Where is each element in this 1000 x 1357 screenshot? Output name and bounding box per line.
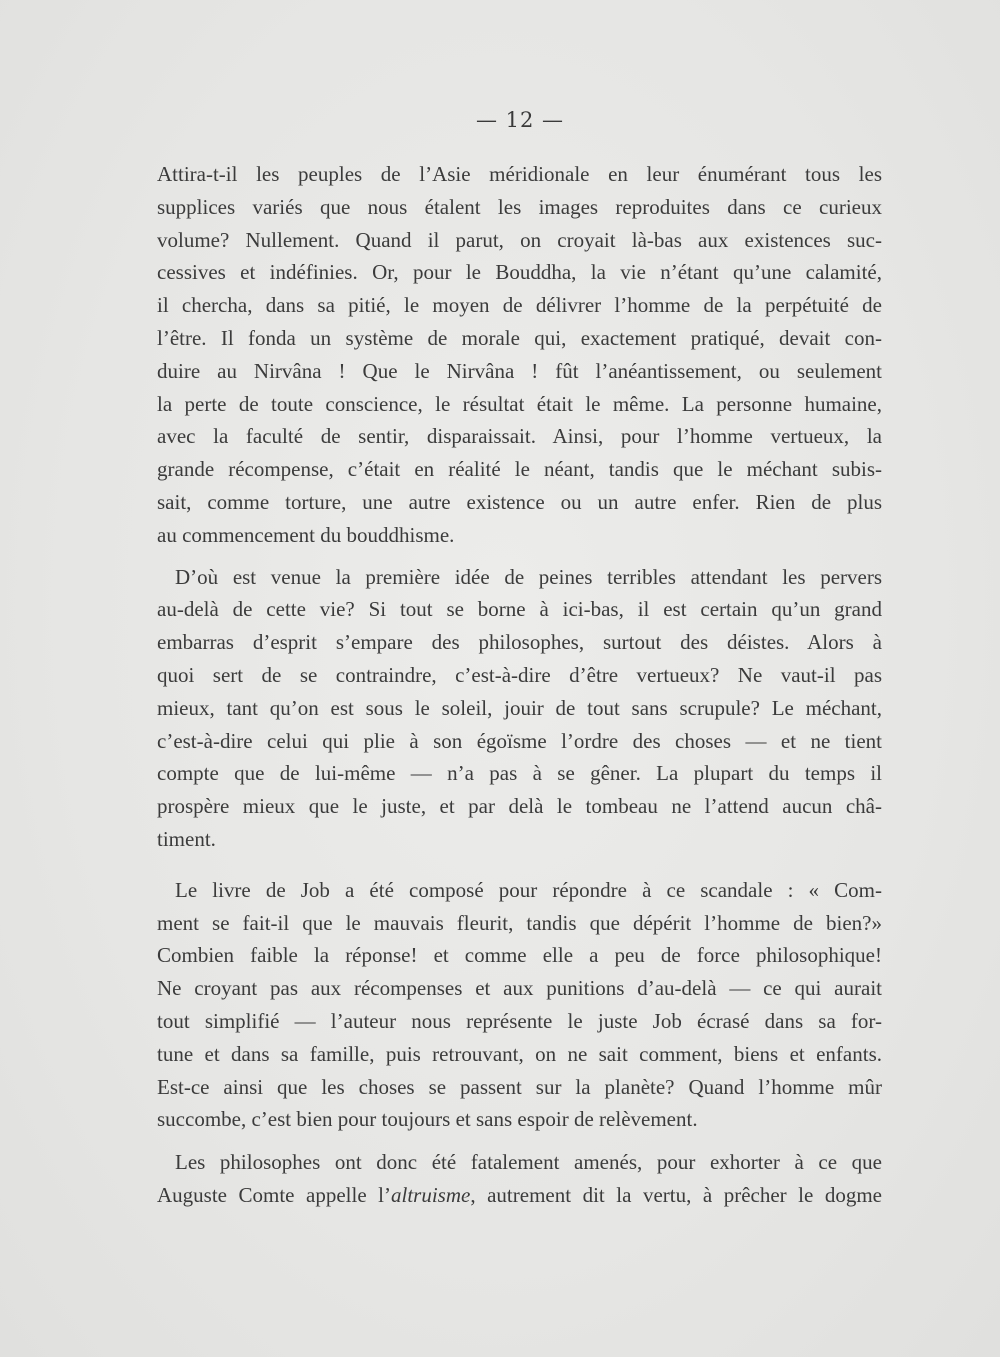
text-segment: Auguste Comte appelle l’ [157,1182,391,1207]
paragraph-peines [157,561,882,856]
text-line: Est-ce ainsi que les choses se passent sur la planète? Quand l’homme mûr [157,1074,882,1099]
text-line: prospère mieux que le juste, et par delà le tombeau ne l’attend aucun châ- [157,794,882,819]
text-line: au commencement du bouddhisme. [157,522,455,547]
text-line: c’est-à-dire celui qui plie à son égoïsme l’ordre des choses — et ne tient [157,728,882,753]
text-line: Le livre de Job a été composé pour répondre à ce scandale : « Com- [175,877,882,902]
text-line: il chercha, dans sa pitié, le moyen de délivrer l’homme de la perpétuité de [157,293,882,318]
paragraph-philosophes [157,1146,882,1212]
paragraph-job [157,874,882,1136]
page-number: — 12 — [475,108,565,132]
text-line: quoi sert de se contraindre, c’est-à-dire d’être vertueux? Ne vaut-il pas [157,662,882,687]
text-line: au-delà de cette vie? Si tout se borne à ici-bas, il est certain qu’un grand [157,597,882,622]
text-line: succombe, c’est bien pour toujours et sans espoir de relèvement. [157,1107,698,1132]
text-line: Les philosophes ont donc été fatalement amenés, pour exhorter à ce que [175,1150,882,1175]
text-line: embarras d’esprit s’empare des philosophes, surtout des déistes. Alors à [157,630,882,655]
body-text [157,158,882,1212]
text-line: Combien faible la réponse! et comme elle a peu de force philosophique! [157,943,882,968]
text-line: la perte de toute conscience, le résultat était le même. La personne humaine, [157,391,882,416]
text-line: timent. [157,826,216,851]
paragraph-bouddha [157,158,882,552]
text-line: avec la faculté de sentir, disparaissait. Ainsi, pour l’homme vertueux, la [157,424,882,449]
text-line: Ne croyant pas aux récompenses et aux punitions d’au-delà — ce qui aurait [157,976,882,1001]
text-line: duire au Nirvâna ! Que le Nirvâna ! fût l’anéantissement, ou seulement [157,358,882,383]
text-line [157,1179,882,1212]
text-line: Attira-t-il les peuples de l’Asie méridionale en leur énumérant tous les [157,162,882,186]
text-segment: , autrement dit la vertu, à prêcher le dogme [470,1182,882,1207]
text-line: supplices variés que nous étalent les images reproduites dans ce curieux [157,194,882,219]
text-line: cessives et indéfinies. Or, pour le Bouddha, la vie n’étant qu’une calamité, [157,260,882,285]
text-line: ment se fait-il que le mauvais fleurit, tandis que dépérit l’homme de bien?» [157,910,882,935]
text-line: volume? Nullement. Quand il parut, on croyait là-bas aux existences suc- [157,227,882,252]
text-line: D’où est venue la première idée de peines terribles attendant les pervers [175,564,882,589]
text-line: grande récompense, c’était en réalité le néant, tandis que le méchant subis- [157,457,882,482]
text-line: sait, comme torture, une autre existence ou un autre enfer. Rien de plus [157,489,882,514]
italic-term: altruisme [391,1182,471,1207]
text-line: l’être. Il fonda un système de morale qui, exactement pratiqué, devait con- [157,325,882,350]
text-line: compte que de lui-même — n’a pas à se gêner. La plupart du temps il [157,761,882,786]
text-line: tune et dans sa famille, puis retrouvant, on ne sait comment, biens et enfants. [157,1041,882,1066]
text-line: mieux, tant qu’on est sous le soleil, jouir de tout sans scrupule? Le méchant, [157,695,882,720]
text-line: tout simplifié — l’auteur nous représente le juste Job écrasé dans sa for- [157,1008,882,1033]
